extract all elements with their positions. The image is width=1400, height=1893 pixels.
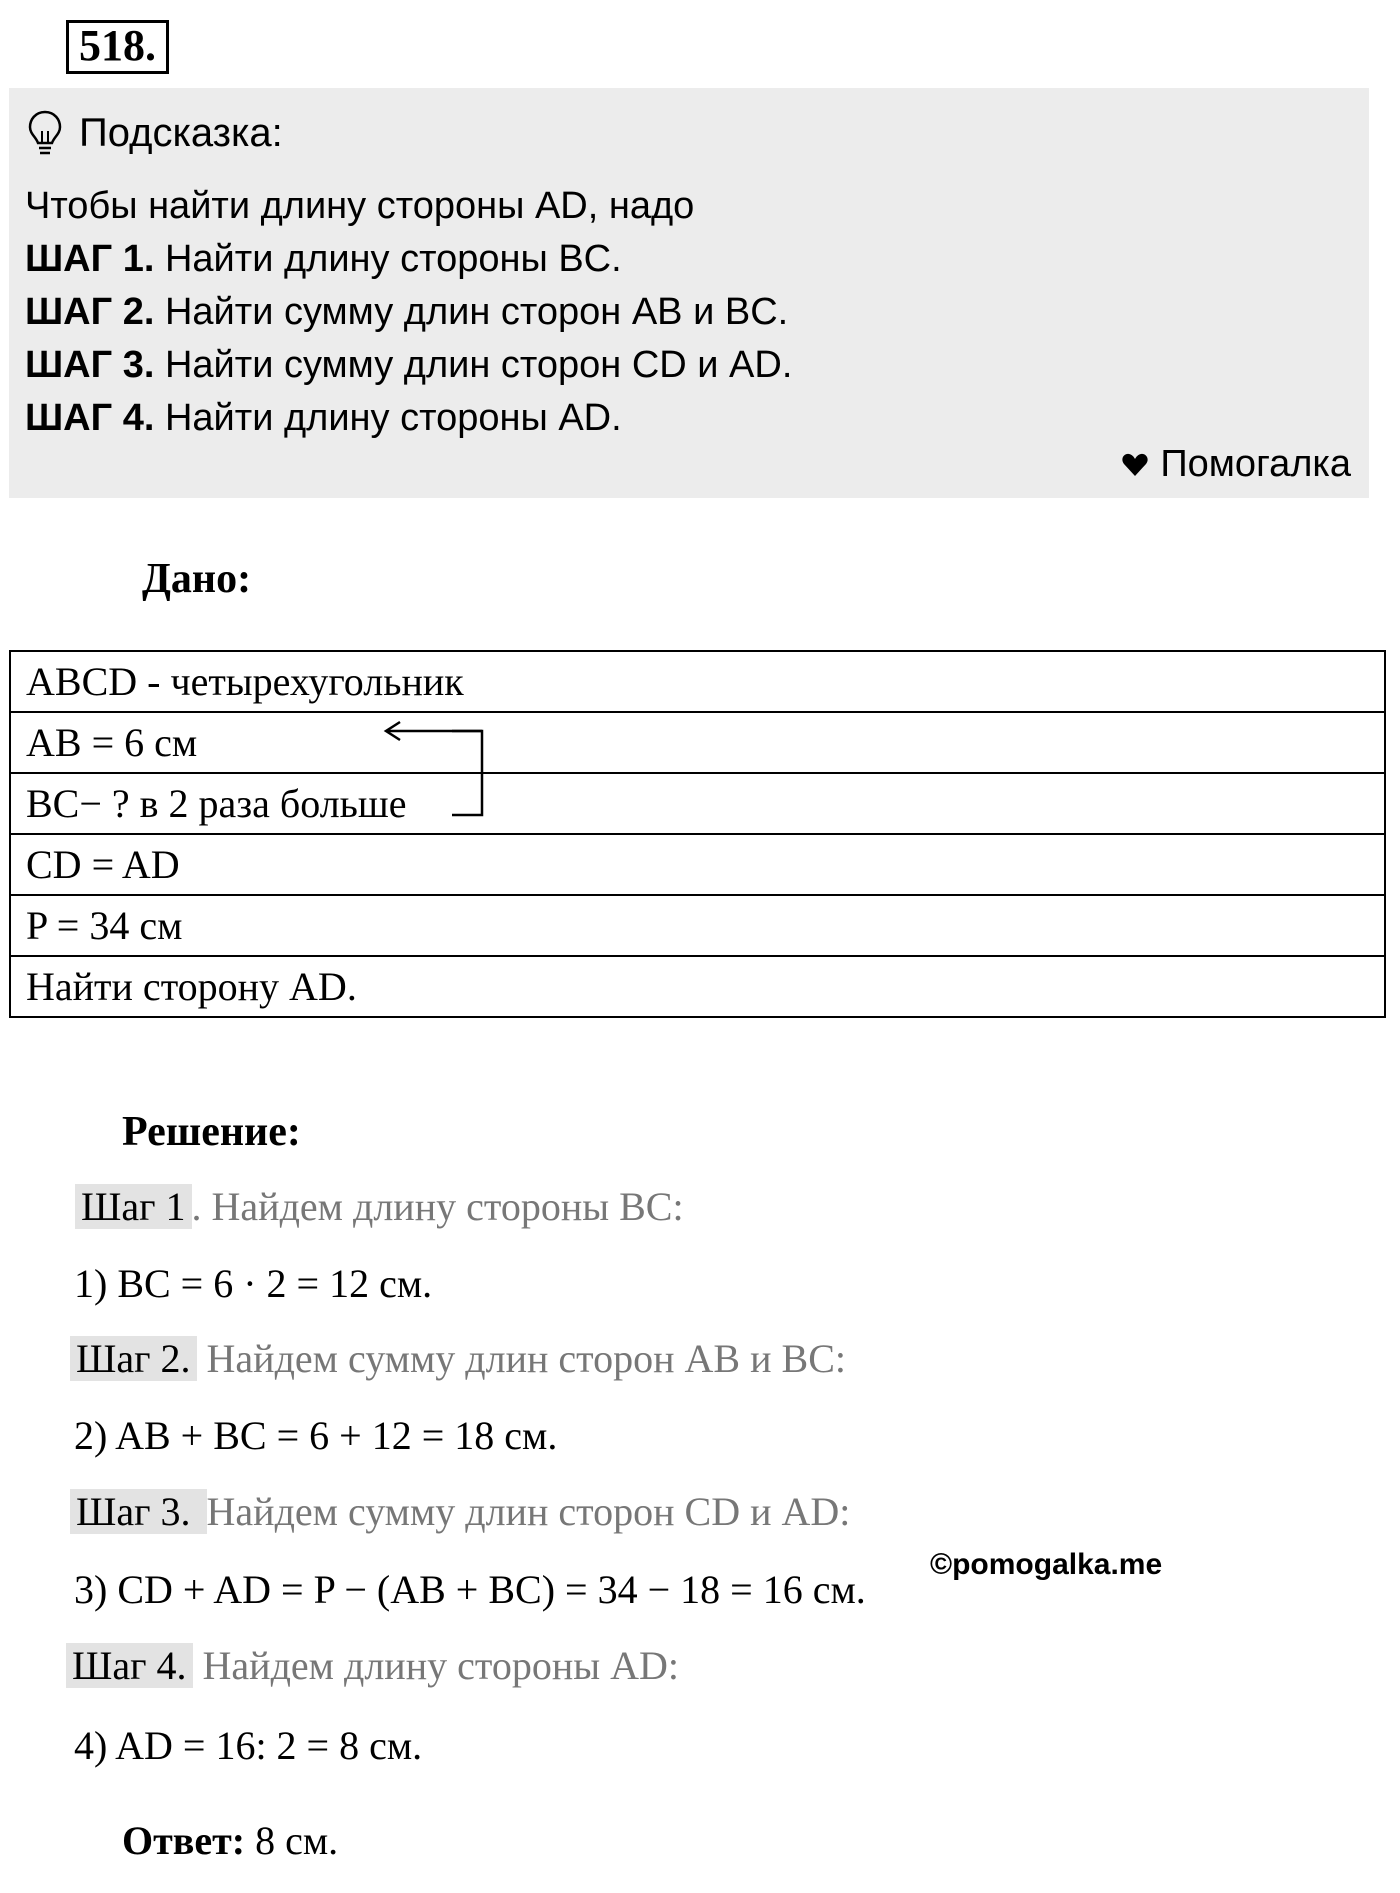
watermark: ©pomogalka.me (930, 1548, 1163, 1581)
table-cell: AB = 6 см (10, 712, 1385, 773)
answer (122, 1817, 338, 1864)
hint-step-text: Найти сумму длин сторон AB и BC. (164, 291, 789, 333)
solution-formula: 2) AB + BC = 6 + 12 = 18 см. (74, 1413, 558, 1458)
solution-formula: 4) AD = 16: 2 = 8 см. (74, 1723, 423, 1768)
solution-step-desc: . Найдем длину стороны BC: (191, 1184, 684, 1229)
solution-step-label: Шаг 3. (70, 1489, 207, 1534)
table-row (10, 773, 1385, 834)
table-row (10, 834, 1385, 895)
hint-step-text: Найти сумму длин сторон CD и AD. (164, 344, 793, 386)
table-row (10, 956, 1385, 1017)
hint-lines (25, 180, 792, 445)
given-table (9, 650, 1386, 1018)
hint-box (9, 88, 1369, 498)
table-row (10, 712, 1385, 773)
hint-step (25, 339, 792, 392)
hint-signature (1122, 443, 1351, 486)
hint-intro: Чтобы найти длину стороны AD, надо (25, 185, 695, 227)
solution-step-desc: Найдем длину стороны AD: (192, 1643, 679, 1688)
solution-step-label: Шаг 2. (70, 1336, 197, 1381)
hint-header (27, 100, 283, 166)
problem-number: 518. (66, 20, 169, 74)
heart-icon (1122, 453, 1148, 477)
solution-formula: 1) BC = 6 · 2 = 12 см. (74, 1261, 433, 1306)
hint-step-text: Найти длину стороны BC. (164, 238, 622, 280)
answer-value: 8 см. (245, 1818, 339, 1863)
table-row (10, 651, 1385, 712)
table-row (10, 895, 1385, 956)
hint-step-label: ШАГ 3. (25, 344, 155, 386)
hint-step (25, 392, 792, 445)
table-cell: P = 34 см (10, 895, 1385, 956)
hint-step-text: Найти длину стороны AD. (164, 397, 622, 439)
hint-title: Подсказка: (79, 110, 283, 155)
table-cell: ABCD - четырехугольник (10, 651, 1385, 712)
comparison-arrow (370, 705, 490, 835)
hint-step (25, 233, 792, 286)
solution-step-desc: Найдем сумму длин сторон CD и AD: (206, 1489, 851, 1534)
answer-label: Ответ: (122, 1818, 246, 1863)
hint-step (25, 286, 792, 339)
given-title: Дано: (142, 556, 252, 602)
solution-step-desc: Найдем сумму длин сторон AB и BC: (196, 1336, 846, 1381)
solution-step (70, 1335, 846, 1382)
hint-step-label: ШАГ 4. (25, 397, 155, 439)
hint-step-label: ШАГ 2. (25, 291, 155, 333)
table-cell: Найти сторону AD. (10, 956, 1385, 1017)
hint-step-label: ШАГ 1. (25, 238, 155, 280)
solution-formula: 3) CD + AD = P − (AB + BC) = 34 − 18 = 16 см. (74, 1567, 866, 1612)
lightbulb-icon (27, 109, 63, 157)
table-cell: CD = AD (10, 834, 1385, 895)
solution-step (70, 1488, 850, 1535)
signature-text: Помогалка (1160, 443, 1351, 485)
solution-step-label: Шаг 4. (66, 1643, 193, 1688)
table-cell: BC− ? в 2 раза больше (10, 773, 1385, 834)
solution-step (66, 1642, 679, 1689)
solution-title: Решение: (122, 1109, 301, 1155)
solution-step (75, 1183, 684, 1230)
solution-step-label: Шаг 1 (75, 1184, 192, 1229)
